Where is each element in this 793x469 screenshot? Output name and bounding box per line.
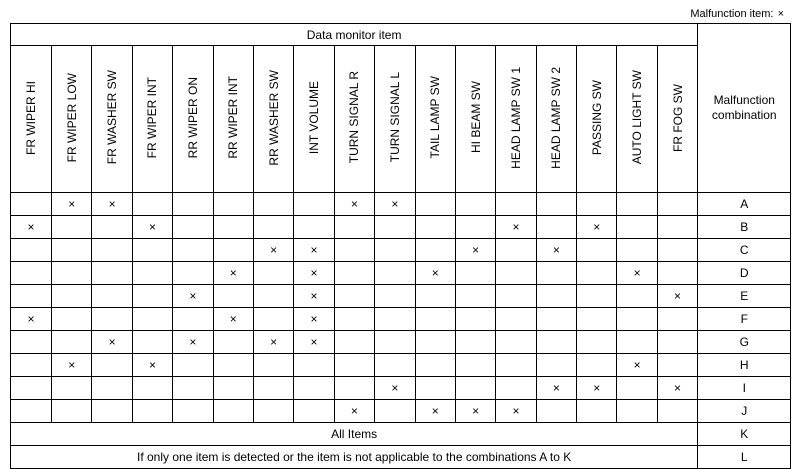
table-row <box>11 193 791 216</box>
empty-cell <box>11 331 52 354</box>
empty-cell <box>173 400 213 423</box>
empty-cell <box>496 308 536 331</box>
empty-cell <box>253 400 293 423</box>
table-row <box>11 400 791 423</box>
malfunction-mark: × <box>173 285 213 308</box>
combination-code: F <box>698 308 791 331</box>
empty-cell <box>375 262 415 285</box>
table-row <box>11 308 791 331</box>
combination-header-line2: combination <box>711 108 777 122</box>
legend <box>690 8 784 21</box>
empty-cell <box>617 216 657 239</box>
column-header <box>213 46 253 193</box>
empty-cell <box>455 193 495 216</box>
empty-cell <box>11 354 52 377</box>
combination-code: H <box>698 354 791 377</box>
empty-cell <box>536 216 576 239</box>
empty-cell <box>173 262 213 285</box>
empty-cell <box>496 331 536 354</box>
column-header-label: RR WIPER ON <box>185 76 200 159</box>
malfunction-mark: × <box>375 377 415 400</box>
empty-cell <box>415 308 455 331</box>
malfunction-mark: × <box>577 377 617 400</box>
empty-cell <box>657 308 697 331</box>
empty-cell <box>52 308 92 331</box>
combination-code: C <box>698 239 791 262</box>
column-header-label: HEAD LAMP SW 2 <box>549 66 564 169</box>
empty-cell <box>455 377 495 400</box>
empty-cell <box>52 216 92 239</box>
empty-cell <box>294 400 334 423</box>
malfunction-mark: × <box>253 331 293 354</box>
column-header <box>415 46 455 193</box>
combination-code: B <box>698 216 791 239</box>
column-header-label: TAIL LAMP SW <box>428 76 443 159</box>
empty-cell <box>415 239 455 262</box>
empty-cell <box>92 285 132 308</box>
empty-cell <box>92 239 132 262</box>
table-row <box>11 216 791 239</box>
table-row <box>11 239 791 262</box>
empty-cell <box>415 377 455 400</box>
empty-cell <box>455 216 495 239</box>
empty-cell <box>536 331 576 354</box>
empty-cell <box>536 262 576 285</box>
empty-cell <box>132 400 172 423</box>
malfunction-mark: × <box>455 239 495 262</box>
column-header <box>496 46 536 193</box>
table-row <box>11 262 791 285</box>
empty-cell <box>577 400 617 423</box>
empty-cell <box>334 216 374 239</box>
column-header <box>132 46 172 193</box>
empty-cell <box>577 239 617 262</box>
column-header <box>334 46 374 193</box>
empty-cell <box>213 285 253 308</box>
empty-cell <box>617 285 657 308</box>
empty-cell <box>577 308 617 331</box>
table-row <box>11 377 791 400</box>
malfunction-mark: × <box>52 354 92 377</box>
malfunction-combination-table <box>10 23 791 469</box>
table-row <box>11 354 791 377</box>
empty-cell <box>52 331 92 354</box>
empty-cell <box>132 285 172 308</box>
table-row <box>11 423 791 446</box>
malfunction-mark: × <box>132 354 172 377</box>
empty-cell <box>415 193 455 216</box>
empty-cell <box>657 354 697 377</box>
empty-cell <box>173 239 213 262</box>
empty-cell <box>496 262 536 285</box>
empty-cell <box>334 262 374 285</box>
empty-cell <box>334 239 374 262</box>
malfunction-mark: × <box>536 377 576 400</box>
empty-cell <box>173 308 213 331</box>
column-header-label: FR FOG SW <box>670 83 685 152</box>
empty-cell <box>455 285 495 308</box>
empty-cell <box>455 262 495 285</box>
empty-cell <box>415 331 455 354</box>
malfunction-mark: × <box>92 331 132 354</box>
span-row-text: If only one item is detected or the item is not applicable to the combinations A to K <box>11 446 698 469</box>
empty-cell <box>253 308 293 331</box>
empty-cell <box>173 193 213 216</box>
combination-code: G <box>698 331 791 354</box>
empty-cell <box>173 377 213 400</box>
empty-cell <box>92 262 132 285</box>
empty-cell <box>415 354 455 377</box>
malfunction-mark: × <box>294 285 334 308</box>
empty-cell <box>657 193 697 216</box>
empty-cell <box>132 193 172 216</box>
malfunction-mark: × <box>657 377 697 400</box>
empty-cell <box>577 354 617 377</box>
empty-cell <box>253 285 293 308</box>
empty-cell <box>415 216 455 239</box>
empty-cell <box>334 377 374 400</box>
empty-cell <box>294 354 334 377</box>
column-header <box>11 46 52 193</box>
column-header-label: FR WIPER INT <box>145 76 160 159</box>
malfunction-mark: × <box>11 308 52 331</box>
combination-code: I <box>698 377 791 400</box>
column-header <box>375 46 415 193</box>
empty-cell <box>536 354 576 377</box>
empty-cell <box>294 377 334 400</box>
malfunction-mark: × <box>617 354 657 377</box>
malfunction-mark: × <box>536 239 576 262</box>
empty-cell <box>375 239 415 262</box>
malfunction-mark: × <box>173 331 213 354</box>
empty-cell <box>132 239 172 262</box>
empty-cell <box>455 331 495 354</box>
empty-cell <box>334 285 374 308</box>
table-row <box>11 446 791 469</box>
malfunction-mark: × <box>415 262 455 285</box>
empty-cell <box>496 193 536 216</box>
empty-cell <box>617 377 657 400</box>
column-header <box>536 46 576 193</box>
empty-cell <box>213 400 253 423</box>
empty-cell <box>455 354 495 377</box>
empty-cell <box>213 331 253 354</box>
column-header-label: RR WASHER SW <box>266 69 281 166</box>
malfunction-mark: × <box>294 262 334 285</box>
column-header <box>577 46 617 193</box>
empty-cell <box>132 308 172 331</box>
column-header-label: FR WIPER LOW <box>64 72 79 163</box>
combination-code: K <box>698 423 791 446</box>
empty-cell <box>52 262 92 285</box>
empty-cell <box>213 193 253 216</box>
empty-cell <box>11 377 52 400</box>
empty-cell <box>92 377 132 400</box>
empty-cell <box>617 400 657 423</box>
column-header-label: HEAD LAMP SW 1 <box>508 66 523 169</box>
malfunction-mark: × <box>334 193 374 216</box>
column-header-label: RR WIPER INT <box>226 76 241 159</box>
malfunction-combination-header <box>698 24 791 193</box>
empty-cell <box>334 308 374 331</box>
column-header-label: TURN SIGNAL L <box>387 72 402 163</box>
malfunction-mark: × <box>52 193 92 216</box>
span-row-text: All Items <box>11 423 698 446</box>
empty-cell <box>132 377 172 400</box>
empty-cell <box>617 308 657 331</box>
empty-cell <box>617 193 657 216</box>
empty-cell <box>657 262 697 285</box>
malfunction-mark: × <box>294 308 334 331</box>
empty-cell <box>213 354 253 377</box>
empty-cell <box>11 285 52 308</box>
empty-cell <box>617 331 657 354</box>
malfunction-mark: × <box>253 239 293 262</box>
combination-header-line1: Malfunction <box>713 93 775 107</box>
empty-cell <box>577 285 617 308</box>
legend-symbol: × <box>777 8 784 20</box>
empty-cell <box>11 193 52 216</box>
empty-cell <box>334 331 374 354</box>
empty-cell <box>375 216 415 239</box>
malfunction-mark: × <box>294 239 334 262</box>
column-header <box>92 46 132 193</box>
empty-cell <box>52 400 92 423</box>
empty-cell <box>253 262 293 285</box>
column-header-label: TURN SIGNAL R <box>347 71 362 164</box>
empty-cell <box>657 331 697 354</box>
column-header <box>657 46 697 193</box>
malfunction-mark: × <box>617 262 657 285</box>
empty-cell <box>213 216 253 239</box>
malfunction-mark: × <box>657 285 697 308</box>
column-header-label: HI BEAM SW <box>468 81 483 154</box>
empty-cell <box>496 377 536 400</box>
empty-cell <box>52 285 92 308</box>
empty-cell <box>415 285 455 308</box>
empty-cell <box>536 285 576 308</box>
empty-cell <box>577 193 617 216</box>
column-header-label: FR WIPER HI <box>24 80 38 155</box>
empty-cell <box>294 193 334 216</box>
legend-label: Malfunction item: <box>690 8 774 20</box>
malfunction-mark: × <box>11 216 52 239</box>
combination-code: L <box>698 446 791 469</box>
empty-cell <box>375 285 415 308</box>
malfunction-mark: × <box>577 216 617 239</box>
column-header <box>455 46 495 193</box>
empty-cell <box>92 216 132 239</box>
malfunction-mark: × <box>496 400 536 423</box>
empty-cell <box>253 193 293 216</box>
empty-cell <box>213 239 253 262</box>
empty-cell <box>132 331 172 354</box>
table-row <box>11 285 791 308</box>
malfunction-mark: × <box>132 216 172 239</box>
column-header <box>617 46 657 193</box>
empty-cell <box>52 377 92 400</box>
empty-cell <box>213 377 253 400</box>
combination-code: D <box>698 262 791 285</box>
empty-cell <box>334 354 374 377</box>
column-header <box>253 46 293 193</box>
empty-cell <box>92 400 132 423</box>
data-monitor-item-header: Data monitor item <box>11 24 698 46</box>
column-header-label: INT VOLUME <box>307 80 322 155</box>
empty-cell <box>253 377 293 400</box>
empty-cell <box>536 400 576 423</box>
malfunction-mark: × <box>375 193 415 216</box>
combination-code: J <box>698 400 791 423</box>
empty-cell <box>536 308 576 331</box>
column-header-row <box>11 46 791 193</box>
malfunction-mark: × <box>213 262 253 285</box>
empty-cell <box>132 262 172 285</box>
empty-cell <box>11 400 52 423</box>
empty-cell <box>253 354 293 377</box>
malfunction-mark: × <box>92 193 132 216</box>
empty-cell <box>657 400 697 423</box>
empty-cell <box>455 308 495 331</box>
empty-cell <box>173 216 213 239</box>
column-header <box>173 46 213 193</box>
empty-cell <box>253 216 293 239</box>
malfunction-mark: × <box>455 400 495 423</box>
empty-cell <box>11 262 52 285</box>
malfunction-mark: × <box>213 308 253 331</box>
empty-cell <box>375 331 415 354</box>
empty-cell <box>657 216 697 239</box>
empty-cell <box>617 239 657 262</box>
empty-cell <box>294 216 334 239</box>
column-header-label: FR WASHER SW <box>105 70 120 165</box>
malfunction-mark: × <box>415 400 455 423</box>
malfunction-mark: × <box>496 216 536 239</box>
empty-cell <box>536 193 576 216</box>
malfunction-mark: × <box>294 331 334 354</box>
empty-cell <box>92 308 132 331</box>
empty-cell <box>52 239 92 262</box>
column-header-label: PASSING SW <box>589 79 604 156</box>
column-header <box>294 46 334 193</box>
empty-cell <box>375 308 415 331</box>
empty-cell <box>577 331 617 354</box>
empty-cell <box>173 354 213 377</box>
empty-cell <box>11 239 52 262</box>
malfunction-mark: × <box>334 400 374 423</box>
empty-cell <box>496 285 536 308</box>
combination-code: E <box>698 285 791 308</box>
empty-cell <box>577 262 617 285</box>
empty-cell <box>92 354 132 377</box>
column-header-label: AUTO LIGHT SW <box>630 70 645 165</box>
empty-cell <box>496 354 536 377</box>
empty-cell <box>375 400 415 423</box>
combination-code: A <box>698 193 791 216</box>
empty-cell <box>375 354 415 377</box>
empty-cell <box>496 239 536 262</box>
empty-cell <box>657 239 697 262</box>
table-row <box>11 331 791 354</box>
column-header <box>52 46 92 193</box>
